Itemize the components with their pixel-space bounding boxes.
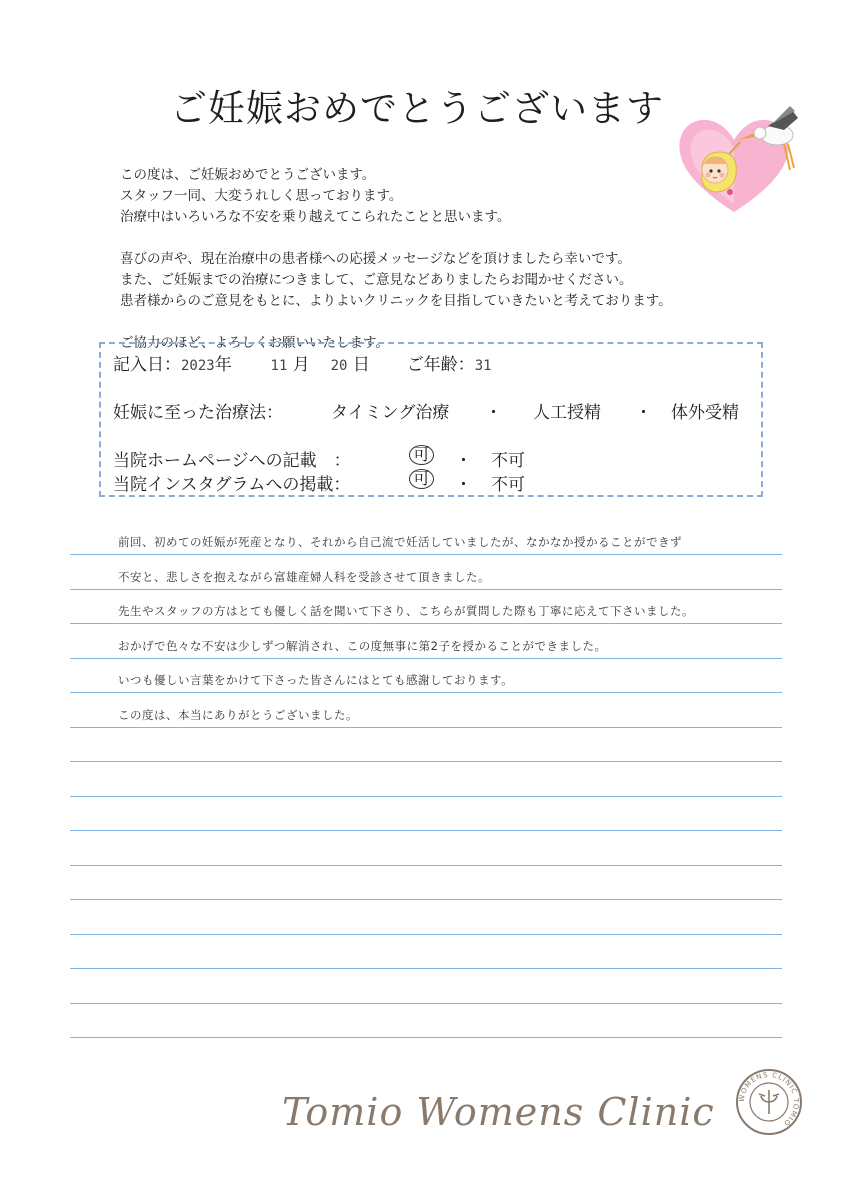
intro-line: 患者様からのご意見をもとに、よりよいクリニックを目指していきたいと考えております。 bbox=[120, 293, 672, 309]
message-line bbox=[70, 624, 782, 659]
homepage-permission-row bbox=[113, 446, 613, 471]
handwritten-text: 前回、初めての妊娠が死産となり、それから自己流で妊活していましたが、なかなか授かることができず bbox=[118, 535, 682, 549]
treatment-row bbox=[113, 398, 753, 423]
handwritten-text: この度は、本当にありがとうございました。 bbox=[118, 707, 358, 722]
separator: ・ bbox=[485, 403, 502, 423]
survey-form-box bbox=[99, 342, 763, 497]
age-label: ご年齢： bbox=[406, 355, 475, 375]
handwritten-text: いつも優しい言葉をかけて下さった皆さんにはとても感謝しております。 bbox=[118, 673, 514, 687]
message-area bbox=[70, 520, 782, 1040]
separator: ・ bbox=[455, 475, 472, 495]
intro-line: また、ご妊娠までの治療につきまして、ご意見などありましたらお聞かせください。 bbox=[120, 272, 633, 288]
date-row bbox=[113, 350, 492, 375]
intro-line: この度は、ご妊娠おめでとうございます。 bbox=[120, 167, 376, 183]
separator: ・ bbox=[635, 403, 652, 423]
age-value: 31 bbox=[474, 358, 492, 374]
day-value: 20 bbox=[330, 358, 348, 374]
month-label: 月 bbox=[292, 355, 310, 375]
intro-line: スタッフ一同、大変うれしく思っております。 bbox=[120, 188, 403, 204]
message-line bbox=[70, 934, 782, 969]
message-line bbox=[70, 796, 782, 831]
message-line bbox=[70, 693, 782, 728]
homepage-label: 当院ホームページへの記載 ： bbox=[113, 451, 351, 471]
year-value: 2023 bbox=[181, 358, 215, 374]
month-value: 11 bbox=[270, 358, 288, 374]
svg-text:WOMENS CLINIC TOMIO: WOMENS CLINIC TOMIO bbox=[737, 1070, 801, 1128]
message-line bbox=[70, 762, 782, 797]
year-label: 年 bbox=[214, 355, 232, 375]
homepage-ok-circled: 可 bbox=[409, 445, 434, 465]
separator: ・ bbox=[455, 451, 472, 471]
clinic-logo-text: Tomio Womens Clinic bbox=[282, 1090, 715, 1134]
message-line bbox=[70, 831, 782, 866]
date-label: 記入日： bbox=[113, 355, 181, 375]
message-line bbox=[70, 589, 782, 624]
instagram-permission-row bbox=[113, 470, 613, 495]
treatment-option-ivf: 体外受精 bbox=[671, 403, 739, 423]
intro-line: 治療中はいろいろな不安を乗り越えてこられたことと思います。 bbox=[120, 209, 511, 225]
message-line bbox=[70, 1003, 782, 1038]
homepage-ng: 不可 bbox=[491, 451, 525, 471]
message-line bbox=[70, 520, 782, 555]
intro-text bbox=[120, 165, 780, 354]
message-line bbox=[70, 658, 782, 693]
instagram-ok-circled: 可 bbox=[409, 469, 434, 489]
treatment-label: 妊娠に至った治療法： bbox=[113, 403, 283, 423]
message-line bbox=[70, 727, 782, 762]
message-line bbox=[70, 865, 782, 900]
handwritten-text: おかげで色々な不安は少しずつ解消され、この度無事に第2子を授かることができました。 bbox=[118, 638, 607, 653]
message-line bbox=[70, 900, 782, 935]
treatment-option-iui: 人工授精 bbox=[533, 403, 601, 423]
treatment-option-timing: タイミング治療 bbox=[331, 403, 450, 423]
handwritten-text: 不安と、悲しさを抱えながら富雄産婦人科を受診させて頂きました。 bbox=[118, 569, 490, 584]
intro-line: ご協力のほど、よろしくお願いいたします。 bbox=[120, 335, 389, 351]
instagram-ng: 不可 bbox=[491, 475, 525, 495]
page-title: ご妊娠おめでとうございます bbox=[170, 87, 664, 130]
day-label: 日 bbox=[352, 355, 370, 375]
message-line bbox=[70, 969, 782, 1004]
message-line bbox=[70, 555, 782, 590]
intro-line: 喜びの声や、現在治療中の患者様への応援メッセージなどを頂けましたら幸いです。 bbox=[120, 251, 631, 267]
instagram-label: 当院インスタグラムへの掲載： bbox=[113, 475, 351, 495]
handwritten-text: 先生やスタッフの方はとても優しく話を聞いて下さり、こちらが質問した際も丁寧に応えて下さいました。 bbox=[118, 604, 694, 618]
clinic-seal-logo bbox=[735, 1068, 803, 1136]
